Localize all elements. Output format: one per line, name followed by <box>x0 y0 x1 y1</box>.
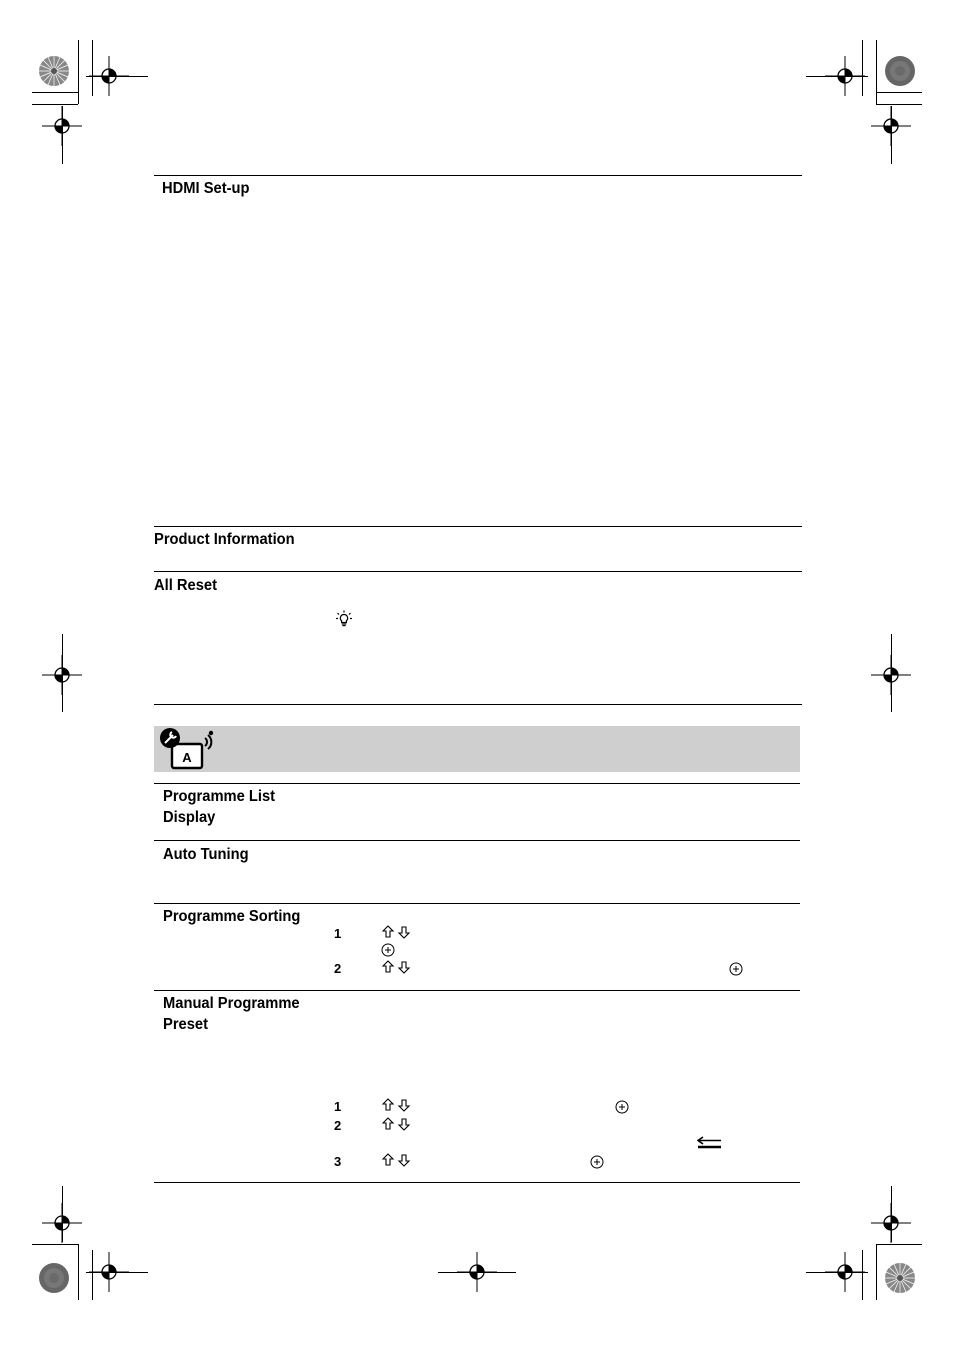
divider <box>154 1182 800 1183</box>
enter-button-icon <box>729 962 743 976</box>
lightbulb-tip-icon <box>335 610 353 628</box>
registration-starburst-icon <box>884 1262 916 1294</box>
step-number: 2 <box>334 1118 342 1133</box>
setup-menu-icon <box>158 727 216 771</box>
section-manual-programme-preset-line2: Preset <box>163 1016 209 1033</box>
up-down-arrow-icon <box>382 1153 414 1167</box>
up-down-arrow-icon <box>382 1117 414 1131</box>
divider <box>154 783 800 784</box>
section-programme-sorting: Programme Sorting <box>163 908 301 925</box>
section-programme-list-display-line1: Programme List <box>163 788 276 805</box>
section-auto-tuning: Auto Tuning <box>163 846 249 863</box>
divider <box>154 175 802 176</box>
enter-button-icon <box>381 943 395 957</box>
setup-header-band <box>154 726 800 772</box>
divider <box>154 990 800 991</box>
step-number: 2 <box>334 961 342 976</box>
step-number: 1 <box>334 1099 342 1114</box>
divider <box>154 526 802 527</box>
setup-menu-letter: A <box>182 750 192 765</box>
section-all-reset: All Reset <box>154 577 217 594</box>
divider <box>154 571 802 572</box>
section-programme-list-display-line2: Display <box>163 809 216 826</box>
divider <box>154 704 802 705</box>
return-button-icon <box>697 1136 723 1150</box>
up-down-arrow-icon <box>382 925 414 939</box>
step-number: 1 <box>334 926 342 941</box>
registration-halftone-icon <box>884 55 916 87</box>
divider <box>154 840 800 841</box>
section-hdmi-setup: HDMI Set-up <box>162 180 250 197</box>
step-number: 3 <box>334 1154 342 1169</box>
divider <box>154 903 800 904</box>
registration-halftone-icon <box>38 1262 70 1294</box>
up-down-arrow-icon <box>382 960 414 974</box>
enter-button-icon <box>615 1100 629 1114</box>
section-product-information: Product Information <box>154 531 295 548</box>
up-down-arrow-icon <box>382 1098 414 1112</box>
registration-starburst-icon <box>38 55 70 87</box>
section-manual-programme-preset-line1: Manual Programme <box>163 995 300 1012</box>
enter-button-icon <box>590 1155 604 1169</box>
